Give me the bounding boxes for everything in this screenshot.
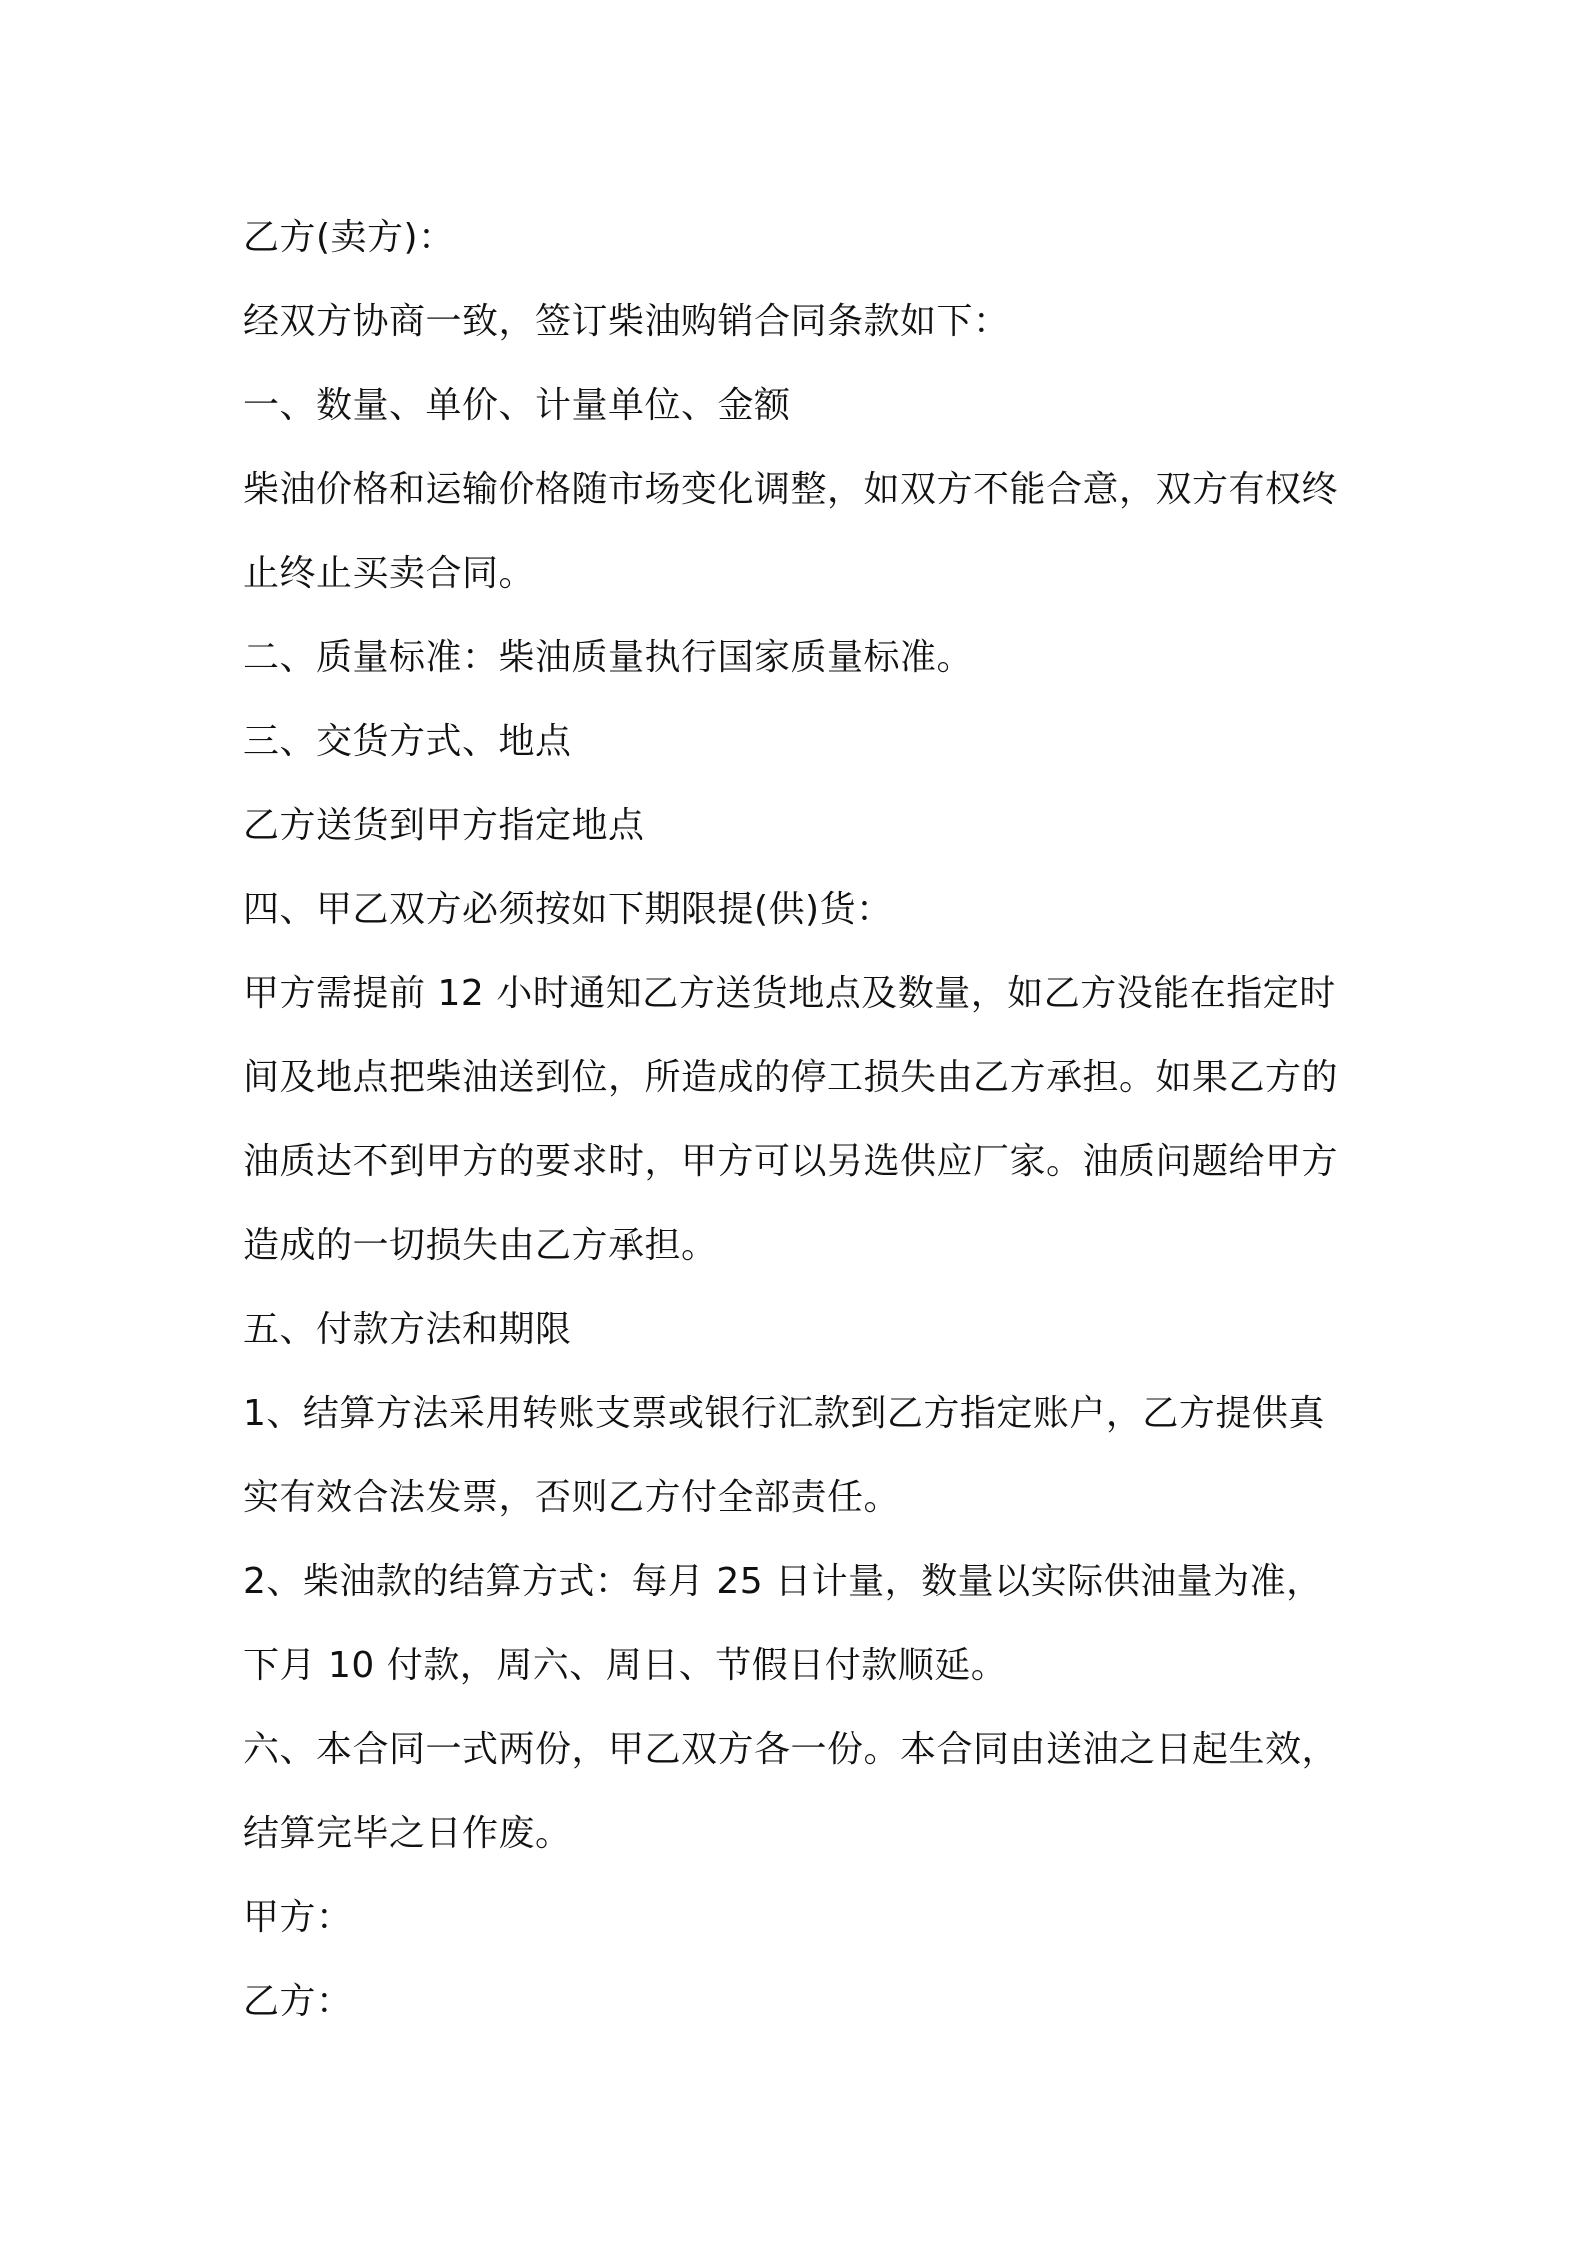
- section-5-item-1-line-2: 实有效合法发票，否则乙方付全部责任。: [243, 1477, 901, 1518]
- party-b-seller-line: 乙方(卖方)：: [243, 217, 455, 258]
- section-4-text-line-2: 间及地点把柴油送到位，所造成的停工损失由乙方承担。如果乙方的: [243, 1057, 1339, 1098]
- section-5-item-1-line-1: 1、结算方法采用转账支票或银行汇款到乙方指定账户，乙方提供真: [243, 1393, 1325, 1434]
- section-6-line-2: 结算完毕之日作废。: [243, 1813, 572, 1854]
- section-5-item-2-line-2: 下月 10 付款，周六、周日、节假日付款顺延。: [243, 1645, 1008, 1686]
- section-3-heading: 三、交货方式、地点: [243, 721, 572, 762]
- section-5-heading: 五、付款方法和期限: [243, 1309, 572, 1350]
- contract-body: [243, 196, 1353, 2044]
- section-2-heading: 二、质量标准：柴油质量执行国家质量标准。: [243, 637, 974, 678]
- party-b-signature-line: 乙方：: [243, 1981, 353, 2022]
- party-a-signature-line: 甲方：: [243, 1897, 353, 1938]
- intro-line: 经双方协商一致，签订柴油购销合同条款如下：: [243, 301, 1010, 342]
- section-4-text-line-3: 油质达不到甲方的要求时，甲方可以另选供应厂家。油质问题给甲方: [243, 1141, 1339, 1182]
- section-1-text-line-1: 柴油价格和运输价格随市场变化调整，如双方不能合意，双方有权终: [243, 469, 1339, 510]
- section-1-text-line-2: 止终止买卖合同。: [243, 553, 536, 594]
- section-5-item-2-line-1: 2、柴油款的结算方式：每月 25 日计量，数量以实际供油量为准，: [243, 1561, 1323, 1602]
- section-4-text-line-4: 造成的一切损失由乙方承担。: [243, 1225, 718, 1266]
- section-4-text-line-1: 甲方需提前 12 小时通知乙方送货地点及数量，如乙方没能在指定时: [243, 973, 1336, 1014]
- section-6-line-1: 六、本合同一式两份，甲乙双方各一份。本合同由送油之日起生效，: [243, 1729, 1339, 1770]
- section-1-heading: 一、数量、单价、计量单位、金额: [243, 385, 791, 426]
- section-4-heading: 四、甲乙双方必须按如下期限提(供)货：: [243, 889, 893, 930]
- section-3-text: 乙方送货到甲方指定地点: [243, 805, 645, 846]
